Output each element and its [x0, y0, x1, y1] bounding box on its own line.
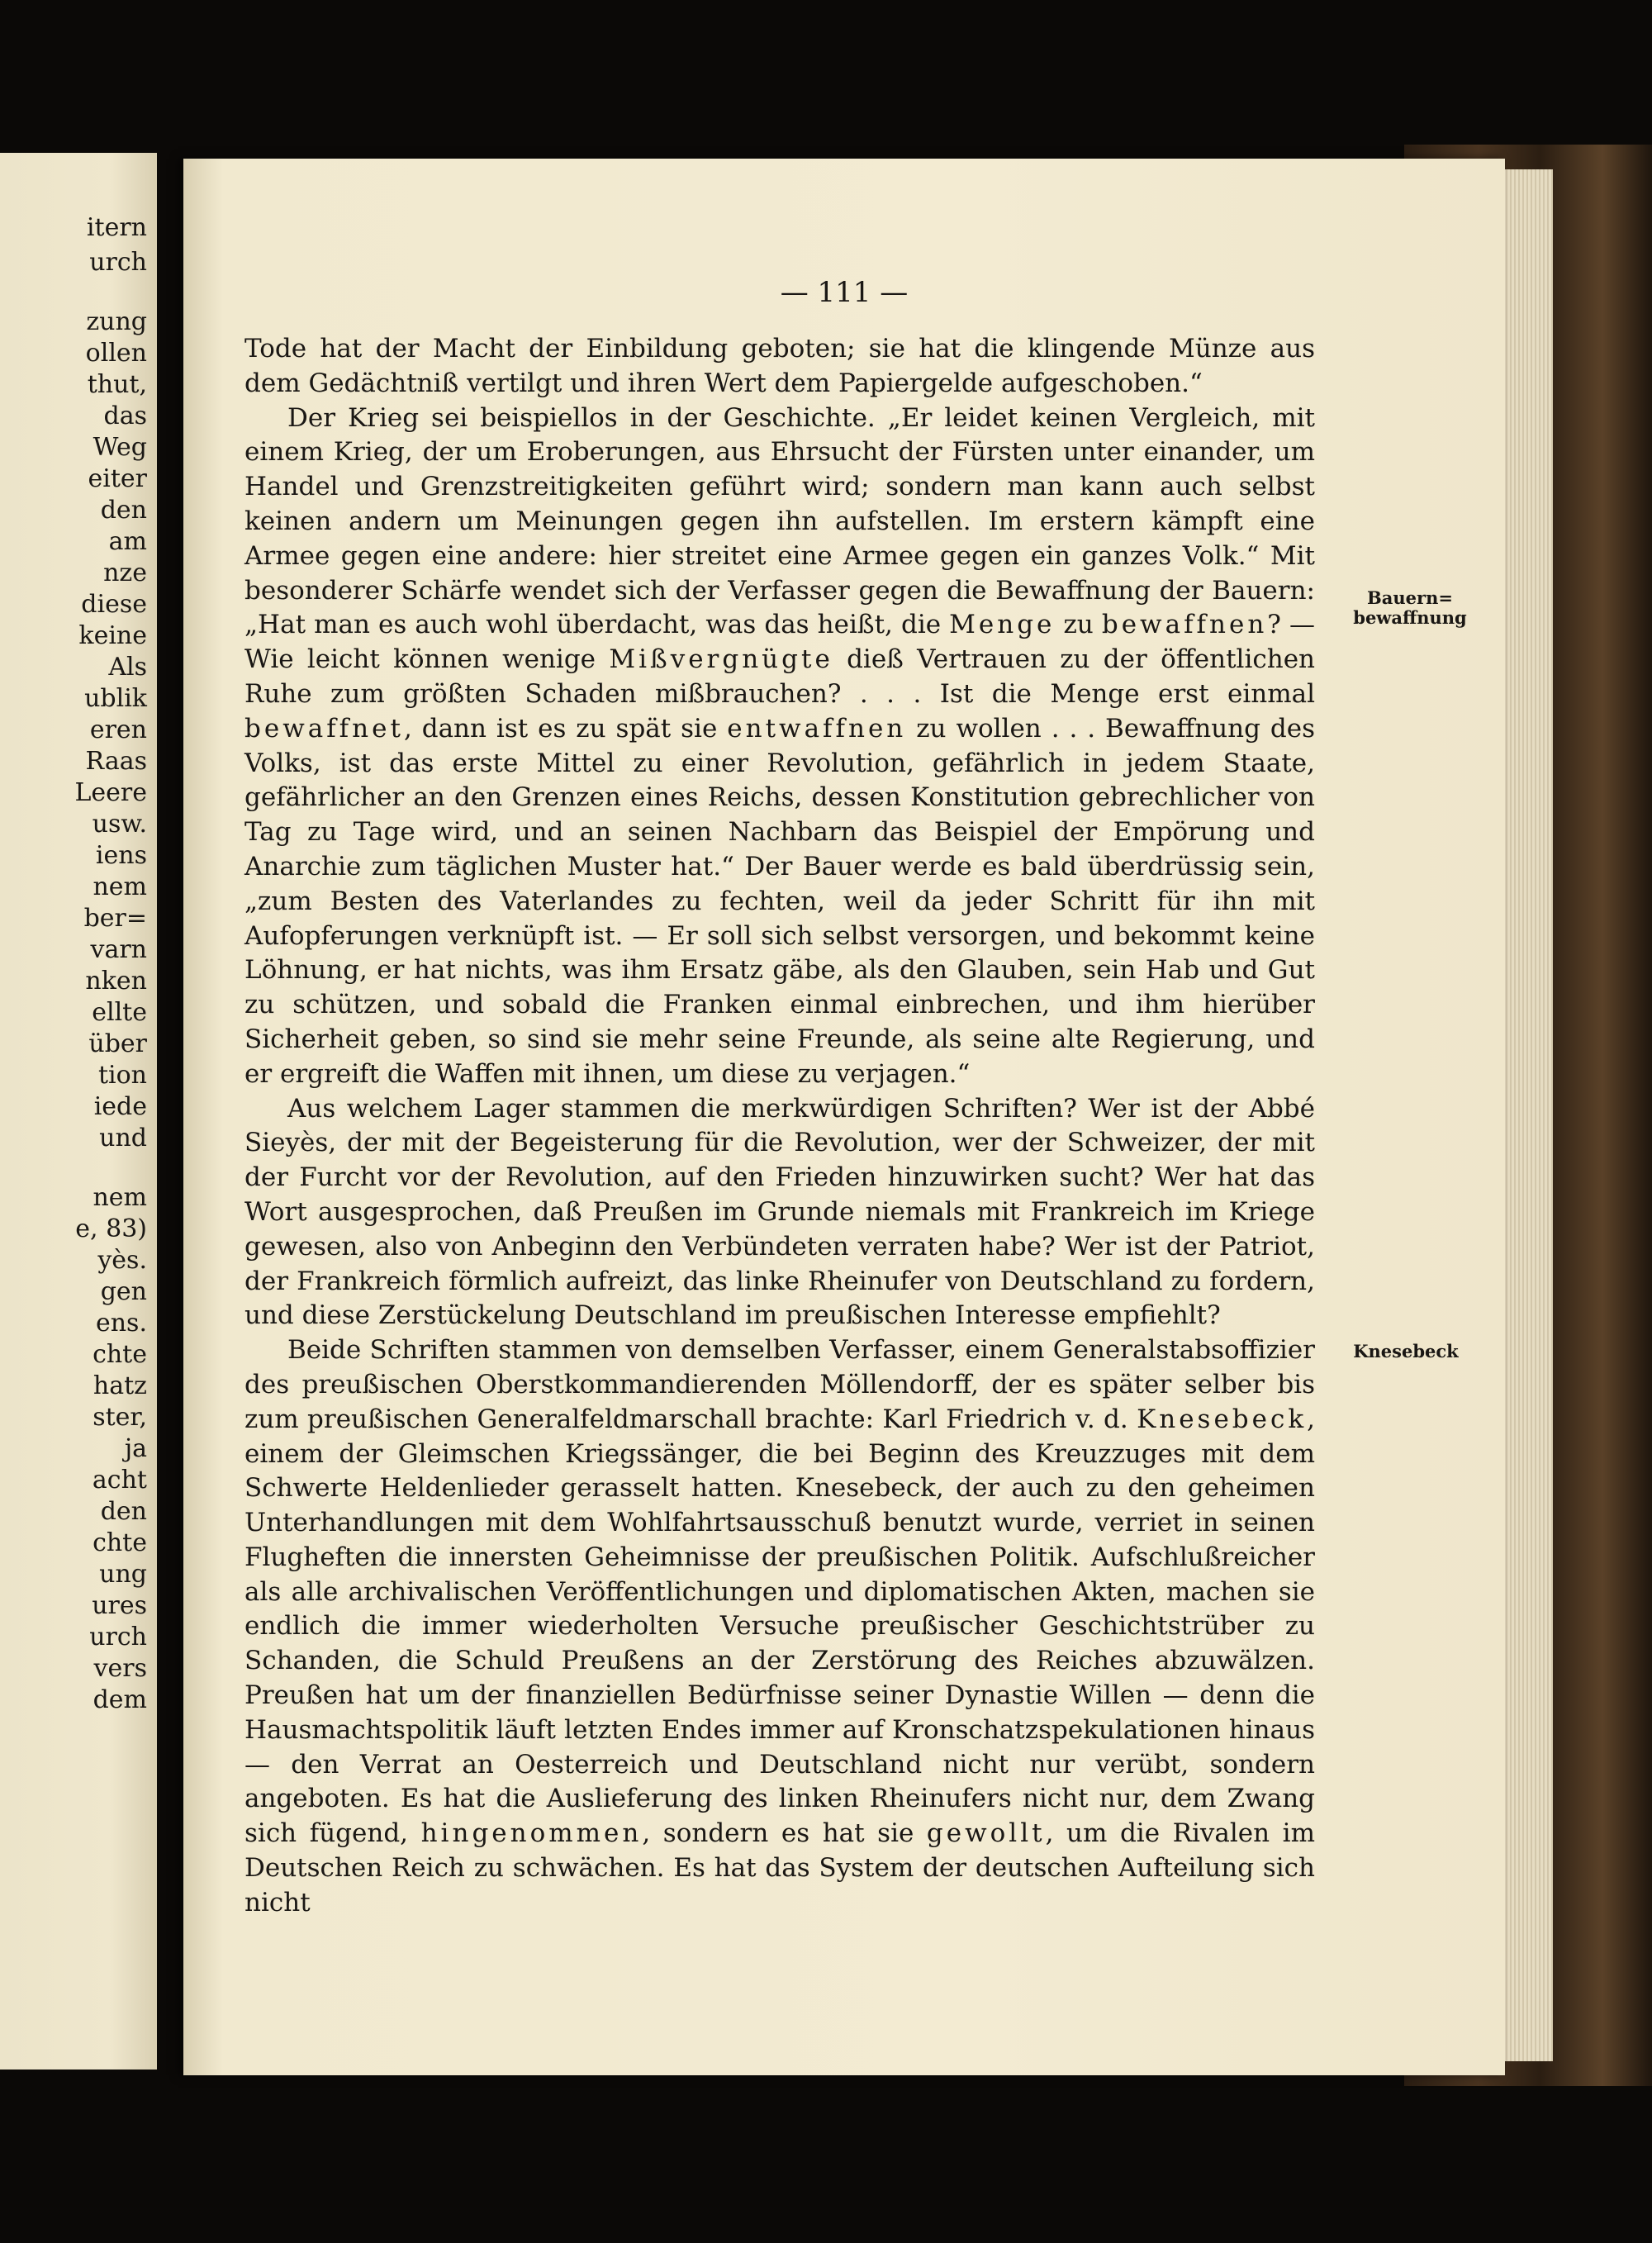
left-page-fragment: iens — [95, 841, 147, 870]
left-page-fragment: vers — [93, 1654, 147, 1683]
margin-note-knesebeck — [1344, 1342, 1468, 1361]
left-page-fragment: e, 83) — [75, 1214, 147, 1243]
text-run: Der Krieg sei beispiellos in der Geschichte. „Er leidet keinen Vergleich, mit einem Krieg, der um Eroberungen, aus Ehrsucht der Fürsten unter einander, um Handel und Grenzstreitigkeiten geführt wird; sondern man kann auch selbst keinen andern um Meinungen gegen ihn aufstellen. Im erstern kämpft eine Armee gegen eine andere: hier streitet eine Armee gegen ein ganzes Volk.“ Mit besonderer Schärfe wendet sich der Verfasser gegen die Bewaffnung der Bauern: „Hat man es auch wohl überdacht, was das heißt, die — [244, 402, 1315, 640]
text-run: , einem der Gleimschen Kriegssänger, die bei Beginn des Kreuzzuges mit dem Schwerte Heldenlieder gerasselt hatten. Knesebeck, der auch zu den geheimen Unterhandlungen mit dem Wohlfahrtsausschuß benutzt wurde, verriet in seinen Flugheften die innersten Geheimnisse der preußischen Politik. Aufschlußreicher als alle archivalischen Veröffentlichungen und diplomatischen Akten, machen sie endlich die immer wiederholten Versuche preußischer Geschichtstrüber zu Schanden, die Schuld Preußens an der Zerstörung des Reiches abzuwälzen. Preußen hat um der finanziellen Bedürfnisse seiner Dynastie Willen — denn die Hausmachtspolitik läuft letzten Endes immer auf Kronschatzspekulationen hinaus — den Verrat an Oesterreich und Deutschland nicht nur verübt, sondern angeboten. Es hat die Auslieferung des linken Rheinufers nicht nur, dem Zwang sich fügend, — [244, 1404, 1315, 1849]
left-page-fragment: ung — [99, 1560, 147, 1589]
left-page-fragment: am — [108, 527, 147, 556]
left-page-fragment: nken — [85, 967, 147, 996]
book-page — [183, 159, 1505, 2075]
left-page-fragment: über — [88, 1029, 147, 1058]
margin-note-line: bewaffnung — [1353, 607, 1467, 628]
left-page-fragment: ellte — [92, 998, 147, 1027]
left-page-fragment: thut, — [87, 370, 147, 399]
left-page-fragment: Weg — [93, 433, 147, 462]
left-page — [0, 153, 157, 2070]
text-run: zu — [1055, 610, 1102, 640]
left-page-fragment: ures — [92, 1591, 147, 1620]
left-page-fragment: usw. — [92, 810, 147, 839]
text-run: ? — Wie leicht können wenige — [244, 610, 1315, 675]
paragraph — [244, 402, 1315, 1092]
text-run: dieß Vertrauen zu der öffentlichen Ruhe zum größten Schaden mißbrauchen? . . . Ist die Menge erst einmal — [244, 644, 1316, 709]
left-page-fragment: itern — [86, 213, 147, 242]
paragraph — [244, 1092, 1315, 1334]
left-page-fragment: nem — [93, 1183, 147, 1212]
left-page-fragment: chte — [93, 1528, 147, 1557]
left-page-fragment: dem — [93, 1685, 147, 1714]
page-text — [244, 332, 1315, 1921]
left-page-fragment: hatz — [93, 1371, 147, 1400]
left-page-fragment: Leere — [74, 778, 147, 807]
spaced-emphasis: Mißvergnügte — [609, 644, 833, 675]
left-page-fragment: chte — [93, 1340, 147, 1369]
left-page-fragment: urch — [89, 1623, 147, 1651]
left-page-fragment: zung — [86, 307, 147, 336]
spaced-emphasis: bewaffnet — [244, 713, 404, 744]
left-page-fragment: keine — [78, 621, 147, 650]
spaced-emphasis: gewollt — [926, 1818, 1046, 1849]
left-page-fragment: nem — [93, 872, 147, 901]
left-page-fragment: ollen — [85, 339, 147, 368]
left-page-fragment: ster, — [93, 1403, 147, 1432]
left-page-fragment: iede — [93, 1092, 147, 1121]
left-page-fragment: tion — [97, 1061, 147, 1090]
left-page-fragment: den — [100, 496, 147, 525]
left-page-fragment: Raas — [85, 747, 147, 776]
left-page-fragment: nze — [103, 558, 147, 587]
text-run: , dann ist es zu spät sie — [403, 713, 728, 744]
margin-note-line: Knesebeck — [1353, 1341, 1459, 1361]
left-page-fragment: ens. — [95, 1309, 147, 1338]
left-page-fragment: diese — [81, 590, 147, 619]
spaced-emphasis: entwaffnen — [727, 713, 907, 744]
left-page-fragment: Als — [108, 653, 147, 682]
left-page-fragment: gen — [100, 1277, 147, 1306]
paragraph — [244, 1333, 1315, 1921]
left-page-fragment: eren — [89, 715, 147, 744]
left-page-fragment: urch — [89, 248, 147, 277]
spaced-emphasis: hingenommen — [420, 1818, 643, 1849]
left-page-fragment: ja — [124, 1434, 147, 1463]
page-number: — 111 — — [780, 276, 909, 309]
paragraph — [244, 332, 1315, 402]
text-run: zu wollen . . . Bewaffnung des Volks, ist das erste Mittel zu einer Revolution, gefährlich in jedem Staate, gefährlicher an den Grenzen eines Reichs, dessen Konstitution gebrechlicher von Tag zu Tage wird, und an seinen Nachbarn das Beispiel der Empörung und Anarchie zum täglichen Muster hat.“ Der Bauer werde es bald überdrüssig sein, „zum Besten des Vaterlandes zu fechten, weil da jeder Schritt für ihn mit Aufopferungen verknüpft ist. — Er soll sich selbst versorgen, und bekommt keine Löhnung, er hat nichts, was ihm Ersatz gäbe, als den Glauben, sein Hab und Gut zu schützen, und sobald die Franken einmal einbrechen, und ihm hierüber Sicherheit geben, so sind sie mehr seine Freunde, als seine alte Regierung, und er ergreift die Waffen mit ihnen, um diese zu verjagen.“ — [244, 713, 1315, 1089]
margin-note-bauernbewaffnung — [1348, 588, 1472, 628]
left-page-fragment: das — [103, 402, 147, 430]
left-page-fragment: yès. — [97, 1246, 147, 1275]
text-run: , um die Rivalen im Deutschen Reich zu schwächen. Es hat das System der deutschen Aufteilung sich nicht — [244, 1818, 1315, 1917]
left-page-fragment: varn — [90, 935, 147, 964]
text-run: Aus welchem Lager stammen die merkwürdigen Schriften? Wer ist der Abbé Sieyès, der mit der Begeisterung für die Revolution, wer der Schweizer, der mit der Furcht vor der Revolution, auf den Frieden hinzuwirken sucht? Wer hat das Wort ausgesprochen, daß Preußen im Grunde niemals mit Frankreich im Kriege gewesen, also von Anbeginn den Verbündeten verraten habe? Wer ist der Patriot, der Frankreich förmlich aufreizt, das linke Rheinufer von Deutschland zu fordern, und diese Zerstückelung Deutschland im preußischen Interesse empfiehlt? — [244, 1093, 1315, 1331]
left-page-fragment: eiter — [88, 464, 147, 493]
left-page-fragment: acht — [92, 1466, 147, 1495]
spaced-emphasis: bewaffnen — [1101, 610, 1268, 640]
text-run: , sondern es hat sie — [642, 1818, 927, 1849]
text-run: Beide Schriften stammen von demselben Verfasser, einem Generalstabsoffizier des preußischen Oberstkommandierenden Möllendorff, der es später selber bis zum preußischen Generalfeldmarschall brachte: Karl Friedrich v. d. — [244, 1335, 1315, 1434]
left-page-fragment: ber= — [83, 904, 147, 933]
spaced-emphasis: Knesebeck — [1137, 1404, 1308, 1434]
spaced-emphasis: Menge — [949, 610, 1056, 640]
left-page-fragment: den — [100, 1497, 147, 1526]
left-page-fragment: ublik — [84, 684, 147, 713]
left-page-fragment: und — [99, 1124, 147, 1152]
text-run: Tode hat der Macht der Einbildung geboten; sie hat die klingende Münze aus dem Gedächtniß vertilgt und ihren Wert dem Papiergelde aufgeschoben.“ — [244, 334, 1315, 398]
margin-note-line: Bauern= — [1367, 587, 1453, 608]
